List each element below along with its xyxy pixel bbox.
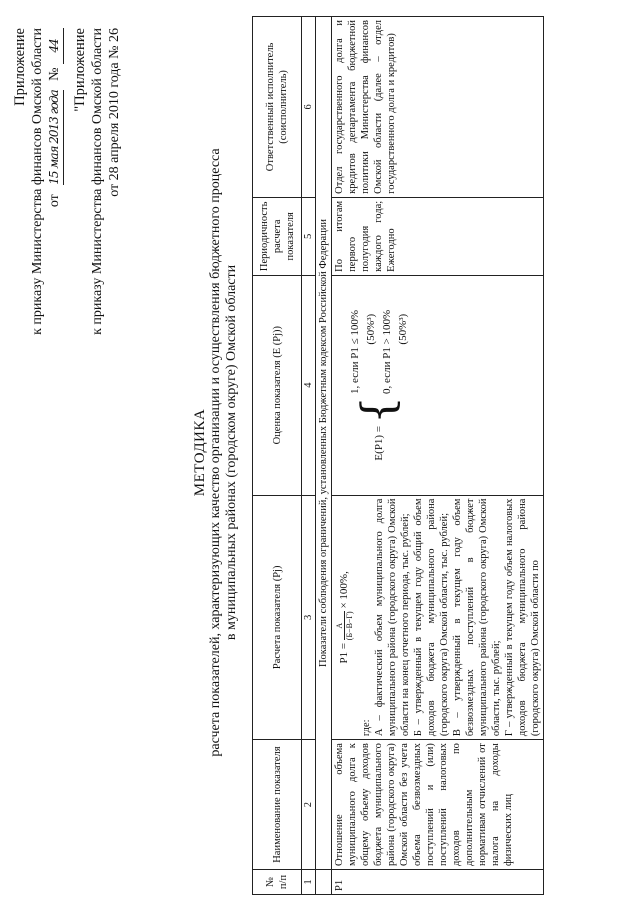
formula-numerator: A [335, 611, 345, 640]
column-number: 5 [302, 197, 316, 275]
formula-fraction [335, 611, 354, 640]
column-number-row [302, 17, 316, 895]
order-date-line [46, 28, 64, 388]
number-label: № [47, 67, 62, 81]
from-label: от [47, 194, 62, 208]
handwritten-number: 44 [46, 28, 64, 64]
evaluation-lhs: E(P1) = [372, 425, 385, 461]
brace-icon: { [353, 395, 404, 424]
evaluation-formula [347, 279, 411, 492]
table-row [332, 17, 544, 895]
methodology-table [252, 16, 544, 895]
title-main: МЕТОДИКА [192, 408, 208, 497]
order-line: к приказу Министерства финансов Омской области [30, 28, 45, 335]
header-cell: Наименование показателя [253, 740, 302, 870]
header-cell: № п/п [253, 870, 302, 895]
header-row [253, 17, 302, 895]
column-number: 6 [302, 17, 316, 198]
row-id: P1 [332, 870, 544, 895]
header-cell: Оценка показателя (E (Pj)) [253, 275, 302, 495]
document-title [192, 0, 240, 905]
title-line-2: в муниципальных районах (городском округе) Омской области [224, 264, 239, 641]
appendix-label: Приложение [12, 28, 28, 106]
order-date-line-2: от 28 апреля 2010 года № 26 [107, 28, 122, 197]
evaluation-case-1-weight: (50%³) [365, 313, 377, 345]
calculation-cell [332, 495, 544, 740]
indicator-name: Отношение объема муниципального долга к общему объему доходов бюджета муниципального района (городского округа) Омской области без учета объема безвозмездных поступлений и (или) поступлений налоговых доходов по дополнительным нормативам отчислений от налога на доходы физических лиц [332, 740, 544, 870]
evaluation-case-2: 0, если P1 > 100% [381, 309, 393, 394]
formula-right: × 100%, [338, 571, 351, 609]
header-cell: Расчета показателя (Pj) [253, 495, 302, 740]
evaluation-cases [347, 310, 411, 394]
appendix-label-2: "Приложение [72, 28, 88, 112]
calculation-legend: где: А – фактический объем муниципального долга муниципального района (городского округа) Омской области на конец отчетного периода, тыс. рублей; Б – утвержденный в текущем году общий объем доходов бюджета муниципального района (городского округа) Омской области, тыс. рублей; В – утвержденный в текущем году объем безвозмездных поступлений в бюджет муниципального района (городского округа) Омской области, тыс. рублей; Г – утвержденный в текущем году объем налоговых доходов бюджета муниципального района (городского округа) Омской области по [361, 498, 541, 737]
formula-left: P1 = [338, 642, 351, 664]
evaluation-cell [332, 275, 544, 495]
handwritten-date: 15 мая 2013 года [46, 90, 64, 184]
section-spacer [316, 870, 332, 895]
document-header [12, 28, 123, 388]
header-cell: Периодичность расчета показателя [253, 197, 302, 275]
column-number: 4 [302, 275, 316, 495]
evaluation-case-2-weight: (50%³) [397, 313, 409, 345]
executor-cell: Отдел государственного долга и кредитов департамента бюджетной политики Министерства финансов Омской области (далее – отдел государственного долга и кредитов) [332, 17, 544, 198]
periodicity-cell: По итогам первого полугодия каждого года; Ежегодно [332, 197, 544, 275]
order-line-2: к приказу Министерства финансов Омской области [90, 28, 105, 335]
column-number: 3 [302, 495, 316, 740]
calculation-formula [333, 499, 360, 737]
header-cell: Ответственный исполнитель (соисполнитель) [253, 17, 302, 198]
section-title: Показатели соблюдения ограничений, установленных Бюджетным кодексом Российской Федерации [316, 17, 332, 870]
column-number: 2 [302, 740, 316, 870]
evaluation-case-1: 1, если P1 ≤ 100% [349, 309, 361, 394]
column-number: 1 [302, 870, 316, 895]
section-row [316, 17, 332, 895]
title-line-1: расчета показателей, характеризующих качество организации и осуществления бюджетного процесса [208, 148, 223, 757]
formula-denominator: (Б−В−Г) [345, 611, 354, 641]
